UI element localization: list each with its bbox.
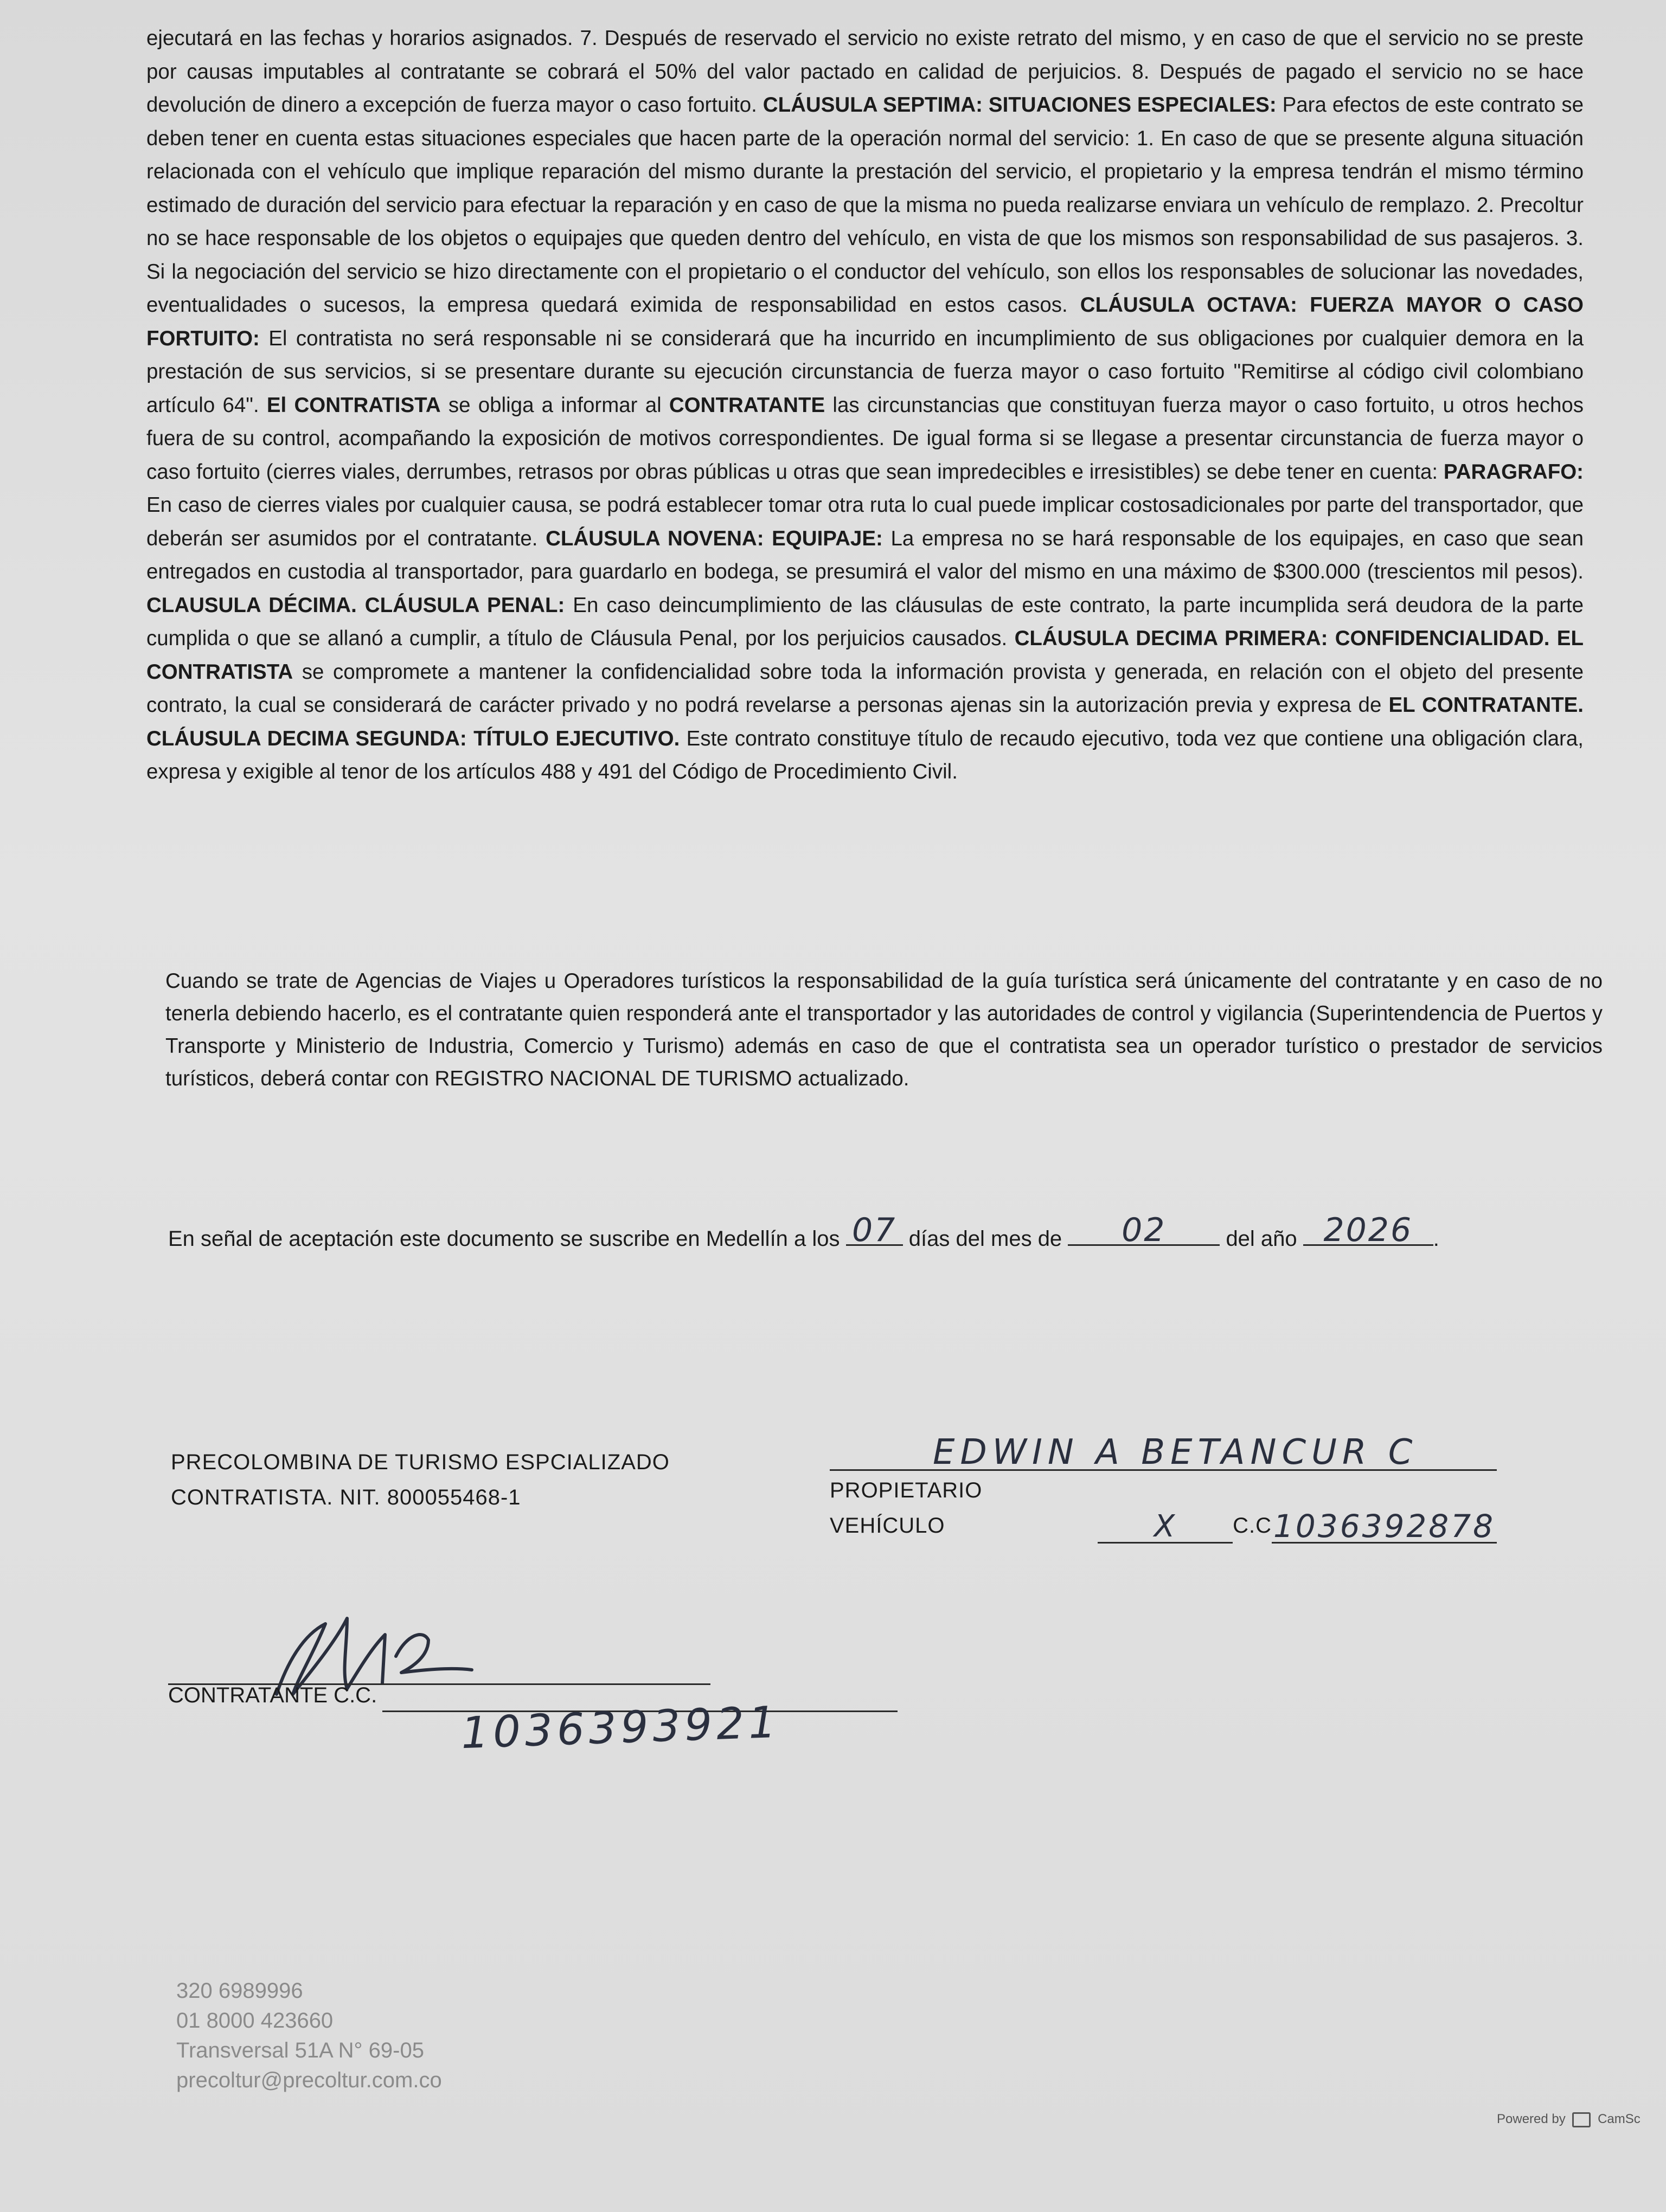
owner-mark: X <box>1154 1509 1177 1544</box>
clause-heading: El CONTRATISTA <box>266 393 441 417</box>
month-field <box>1068 1211 1220 1249</box>
day-value: 07 <box>851 1211 897 1249</box>
footer-address: Transversal 51A N° 69-05 <box>176 2039 424 2062</box>
contratante-label: CONTRATANTE C.C. <box>168 1683 377 1707</box>
contratista-block <box>171 1445 670 1515</box>
camscanner-icon <box>1572 2112 1591 2127</box>
clause-text: En caso deincumplimiento de las cláusulas de este contrato, la parte incumplida será deudora de la parte cumplida o que se allanó a cumplir, a título de Cláusula Penal, por los perjuicios causados. <box>146 593 1584 650</box>
owner-cc-field <box>1272 1508 1497 1544</box>
owner-cc: 1036392878 <box>1273 1508 1495 1545</box>
clause-heading: CLÁUSULA NOVENA: EQUIPAJE: <box>546 526 883 550</box>
days-label: días del mes de <box>908 1227 1062 1251</box>
clause-text: La empresa no se hará responsable de los equipajes, en caso que sean entregados en custodia al transportador, para guardarlo en bodega, se presumirá el valor del mismo en una máximo de $300.000 (trescientos mil pesos). <box>146 526 1584 583</box>
clause-text: se obliga a informar al <box>448 393 662 417</box>
day-field <box>846 1211 903 1249</box>
company-footer <box>176 1976 442 2095</box>
clause-heading: PARAGRAFO: <box>1443 460 1584 484</box>
owner-cc-label: C.C <box>1233 1514 1272 1538</box>
acceptance-line <box>168 1212 1497 1255</box>
owner-row <box>830 1473 1497 1544</box>
clause-text: El contratista no será responsable ni se considerará que ha incurrido en incumplimiento de sus obligaciones por cualquier demora en la prestación de sus servicios, si se presentare durante su ejecución circunstancia de fuerza mayor o caso fortuito "Remitirse al código civil colombiano artículo 64". <box>146 326 1584 417</box>
year-field <box>1303 1211 1433 1249</box>
clause-heading: CLÁUSULA OCTAVA: FUERZA MAYOR O CASO FORTUITO: <box>146 293 1584 350</box>
watermark-prefix: Powered by <box>1497 2112 1566 2126</box>
clause-heading: CLAUSULA DÉCIMA. CLÁUSULA PENAL: <box>146 593 565 617</box>
agency-paragraph: Cuando se trate de Agencias de Viajes u Operadores turísticos la responsabilidad de la guía turística será únicamente del contratante y en caso de no tenerla debiendo hacerlo, es el contratante quien responderá ante el transportador y las autoridades de control y vigilancia (Superintendencia de Puertos y Transporte y Ministerio de Industria, Comercio y Turismo) además en caso de que el contratista sea un operador turístico o prestador de servicios turísticos, deberá contar con REGISTRO NACIONAL DE TURISMO actualizado. <box>165 969 1603 1090</box>
year-label: del año <box>1226 1227 1297 1251</box>
scanner-watermark <box>1497 2112 1641 2127</box>
clause-text: En caso de cierres viales por cualquier causa, se podrá establecer tomar otra ruta lo cual puede implicar costosadicionales por parte del transportador, que deberán ser asumidos por el contratante. <box>146 493 1584 550</box>
contract-clauses <box>146 22 1584 789</box>
owner-label: PROPIETARIO VEHÍCULO <box>830 1478 983 1538</box>
footer-phone-toll-free: 01 8000 423660 <box>176 2009 334 2033</box>
clause-text: se compromete a mantener la confidencialidad sobre toda la información provista y generada, en relación con el objeto del presente contrato, la cual se considerará de carácter privado y no podrá revelarse a personas ajenas sin la autorización previa y expresa de <box>146 660 1584 717</box>
owner-signature-line <box>830 1431 1497 1471</box>
owner-block <box>830 1431 1497 1544</box>
contratante-block <box>168 1602 781 1765</box>
contratante-cc: 1036393921 <box>460 1696 781 1759</box>
clause-heading: CLÁUSULA SEPTIMA: SITUACIONES ESPECIALES: <box>762 93 1277 117</box>
clause-text: ejecutará en las fechas y horarios asignados. 7. Después de reservado el servicio no existe retrato del mismo, y en caso de que el servicio no se preste por causas imputables al contratante se cobrará el 50% del valor pactado en calidad de perjuicios. 8. Después de pagado el servicio no se hace devolución de dinero a excepción de fuerza mayor o caso fortuito. <box>146 27 1584 117</box>
owner-mark-field <box>1098 1508 1233 1544</box>
acceptance-end: . <box>1433 1227 1439 1251</box>
clause-text: las circunstancias que constituyan fuerza mayor o caso fortuito, u otros hechos fuera de su control, acompañando la exposición de motivos correspondientes. De igual forma si se llegase a presentar circunstancia de fuerza mayor o caso fortuito (cierres viales, derrumbes, retrasos por obras públicas u otras que sean impredecibles e irresistibles) se debe tener en cuenta: <box>146 393 1584 484</box>
year-value: 2026 <box>1323 1211 1413 1249</box>
clause-text: Para efectos de este contrato se deben tener en cuenta estas situaciones especiales que hacen parte de la operación normal del servicio: 1. En caso de que se presente alguna situación relacionada con el vehículo que implique reparación del mismo durante la prestación del servicio, el propietario y la empresa tendrán el mismo término estimado de duración del servicio para efectuar la reparación y en caso de que la misma no pueda realizarse enviara un vehículo de remplazo. 2. Precoltur no se hace responsable de los objetos o equipajes que queden dentro del vehículo, en vista de que los mismos son responsabilidad de sus pasajeros. 3. Si la negociación del servicio se hizo directamente con el propietario o el conductor del vehículo, son ellos los responsables de solucionar las novedades, eventualidades o sucesos, la empresa quedará eximida de responsabilidad en estos casos. <box>146 93 1584 317</box>
contratista-company: PRECOLOMBINA DE TURISMO ESPCIALIZADO <box>171 1450 670 1474</box>
clause-heading: EL CONTRATANTE. CLÁUSULA DECIMA SEGUNDA: TÍTULO EJECUTIVO. <box>146 693 1584 750</box>
contratista-nit: CONTRATISTA. NIT. 800055468-1 <box>171 1486 521 1509</box>
clause-heading: CONTRATANTE <box>669 393 825 417</box>
acceptance-prefix: En señal de aceptación este documento se suscribe en Medellín a los <box>168 1227 840 1251</box>
owner-name: EDWIN A BETANCUR C <box>933 1432 1418 1472</box>
month-value: 02 <box>1122 1211 1167 1249</box>
clause-text: Este contrato constituye título de recaudo ejecutivo, toda vez que contiene una obligación clara, expresa y exigible al tenor de los artículos 488 y 491 del Código de Procedimiento Civil. <box>146 726 1584 783</box>
footer-email: precoltur@precoltur.com.co <box>176 2068 442 2092</box>
watermark-brand: CamSc <box>1598 2112 1641 2126</box>
clause-heading: CLÁUSULA DECIMA PRIMERA: CONFIDENCIALIDAD. EL CONTRATISTA <box>146 627 1584 684</box>
footer-phone: 320 6989996 <box>176 1979 303 2003</box>
